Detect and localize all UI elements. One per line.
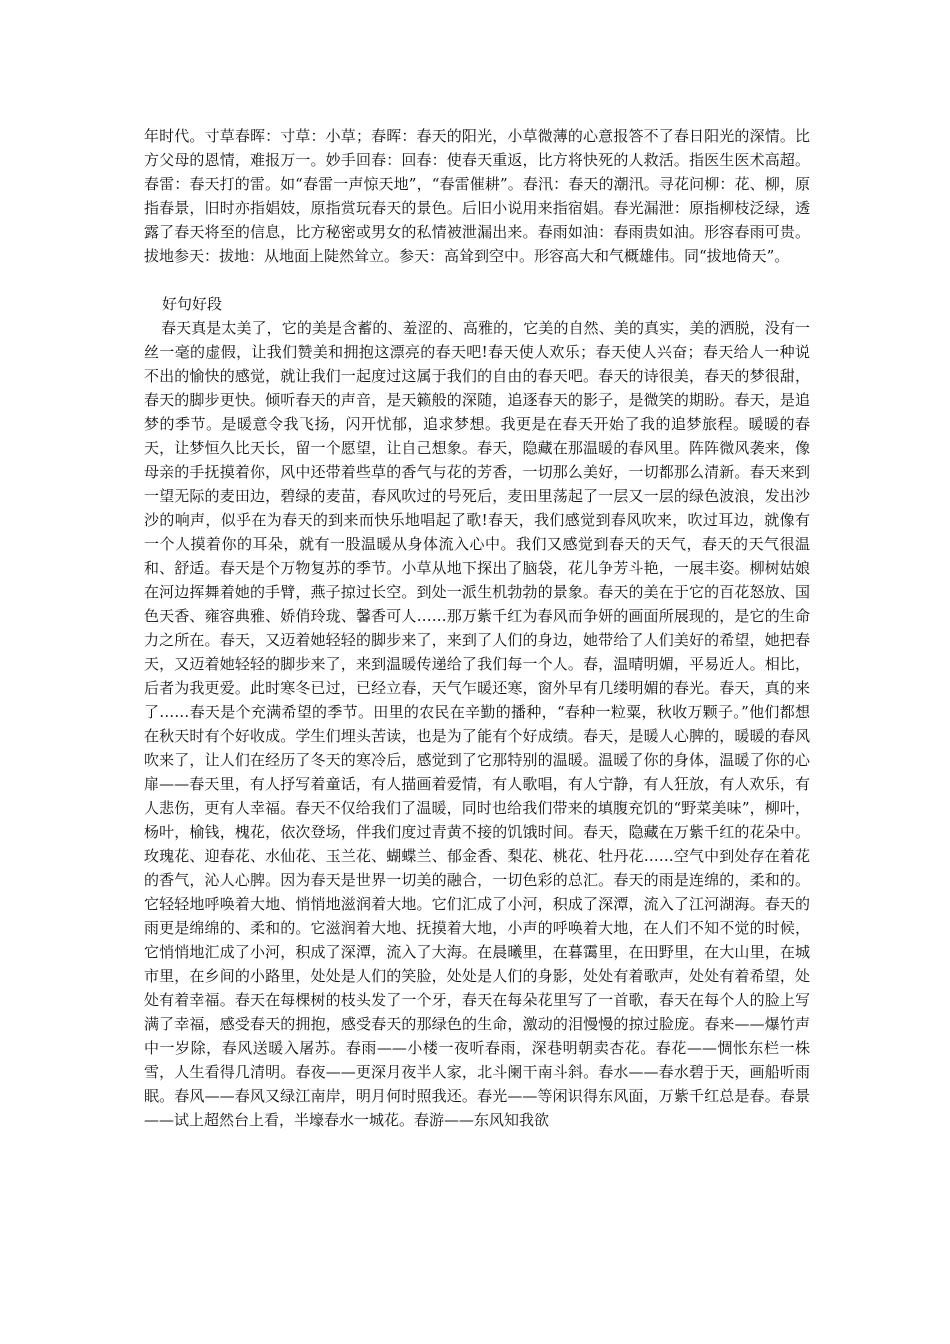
heading-text: 好句好段 (162, 295, 223, 313)
section-heading (162, 292, 462, 316)
paragraph-idioms: 年时代。寸草春晖：寸草：小草；春晖：春天的阳光，小草微薄的心意报答不了春日阳光的深情。比方父母的恩情，难报万一。妙手回春：回春：使春天重返，比方将快死的人救活。指医生医术高超。春雷：春天打的雷。如“春雷一声惊天地”，“春雷催耕”。春汛：春天的潮汛。寻花问柳：花、柳，原指春景，旧时亦指娼妓，原指赏玩春天的景色。后旧小说用来指宿娼。春光漏泄：原指柳枝泛绿，透露了春天将至的信息，比方秘密或男女的私情被泄漏出来。春雨如油：春雨贵如油。形容春雨可贵。拔地参天：拔地：从地面上陡然耸立。参天：高耸到空中。形容高大和气概雄伟。同“拔地倚天”。 (144, 127, 810, 265)
text-section-idioms (144, 124, 810, 268)
text-section-passages (144, 316, 810, 1132)
paragraph-passages: 春天真是太美了，它的美是含蓄的、羞涩的、高雅的，它美的自然、美的真实，美的洒脱，没有一丝一毫的虚假，让我们赞美和拥抱这漂亮的春天吧!春天使人欢乐；春天使人兴奋；春天给人一种说不出的愉快的感觉，就让我们一起度过这属于我们的自由的春天吧。春天的诗很美，春天的梦很甜，春天的脚步更快。倾听春天的声音，是天籁般的深随，追逐春天的影子，是微笑的期盼。春天，是追梦的季节。是暖意令我飞扬，闪开忧郁，追求梦想。我更是在春天开始了我的追梦旅程。暖暖的春天，让梦恒久比天长，留一个愿望，让自己想象。春天，隐藏在那温暖的春风里。阵阵微风袭来，像母亲的手抚摸着你，风中还带着些草的香气与花的芳香，一切那么美好，一切都那么清新。春天来到一望无际的麦田边，碧绿的麦苗，春风吹过的号死后，麦田里荡起了一层又一层的绿色波浪，发出沙沙的响声，似乎在为春天的到来而快乐地唱起了歌!春天，我们感觉到春风吹来，吹过耳边，就像有一个人摸着你的耳朵，就有一股温暖从身体流入心中。我们又感觉到春天的天气，春天的天气很温和、舒适。春天是个万物复苏的季节。小草从地下探出了脑袋，花儿争芳斗艳，一展丰姿。柳树姑娘在河边挥舞着她的手臂，燕子掠过长空。到处一派生机勃勃的景象。春天的美在于它的百花怒放、国色天香、雍容典雅、娇俏玲珑、馨香可人……那万紫千红为春风而争妍的画面所展现的，是它的生命力之所在。春天，又迈着她轻轻的脚步来了，来到了人们的身边，她带给了人们美好的希望，她把春天，又迈着她轻轻的脚步来了，来到温暖传递给了我们每一个人。春，温晴明媚，平易近人。相比，后者为我更爱。此时寒冬已过，已经立春，天气乍暖还寒，窗外早有几缕明媚的春光。春天，真的来了……春天是个充满希望的季节。田里的农民在辛勤的播种，“春种一粒粟，秋收万颗子。”他们都想在秋天时有个好收成。学生们埋头苦读，也是为了能有个好成绩。春天，是暖人心脾的，暖暖的春风吹来了，让人们在经历了冬天的寒冷后，感觉到了它那特别的温暖。温暖了你的身体，温暖了你的心扉——春天里，有人抒写着童话，有人描画着爱情，有人歌唱，有人宁静，有人狂放，有人欢乐，有人悲伤，更有人幸福。春天不仅给我们了温暖，同时也给我们带来的填腹充饥的“野菜美味”，柳叶，杨叶，榆钱，槐花，依次登场，伴我们度过青黄不接的饥饿时间。春天，隐藏在万紫千红的花朵中。玫瑰花、迎春花、水仙花、玉兰花、蝴蝶兰、郁金香、梨花、桃花、牡丹花……空气中到处存在着花的香气，沁人心脾。因为春天是世界一切美的融合，一切色彩的总汇。春天的雨是连绵的，柔和的。它轻轻地呼唤着大地、悄悄地滋润着大地。它们汇成了小河，积成了深潭，流入了江河湖海。春天的雨更是绵绵的、柔和的。它滋润着大地、抚摸着大地，小声的呼唤着大地，在人们不知不觉的时候，它悄悄地汇成了小河，积成了深潭，流入了大海。在晨曦里，在暮霭里，在田野里，在大山里，在城市里，在乡间的小路里，处处是人们的笑脸，处处是人们的身影，处处有着歌声，处处有着希望，处处有着幸福。春天在每棵树的枝头发了一个牙，春天在每朵花里写了一首歌，春天在每个人的脸上写满了幸福，感受春天的拥抱，感受春天的那绿色的生命，激动的泪慢慢的掠过脸庞。春来——爆竹声中一岁除，春风送暖入屠苏。春雨——小楼一夜听春雨，深巷明朝卖杏花。春花——惆怅东栏一株雪，人生看得几清明。春夜——更深月夜半人家，北斗阑干南斗斜。春水——春水碧于天，画船听雨眠。春风——春风又绿江南岸，明月何时照我还。春光——等闲识得东风面，万紫千红总是春。春景——试上超然台上看，半壕春水一城花。春游——东风知我欲 (144, 319, 810, 1129)
